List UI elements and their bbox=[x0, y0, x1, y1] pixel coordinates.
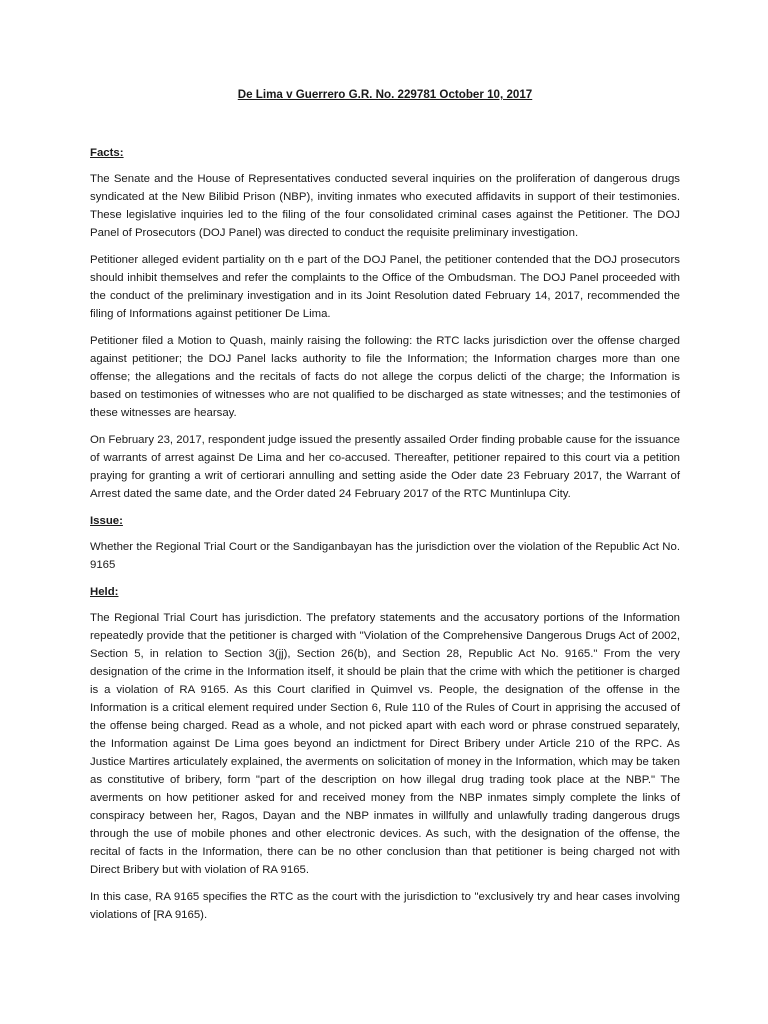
held-paragraph-2: In this case, RA 9165 specifies the RTC as the court with the jurisdiction to "exclusively try and hear cases involving violations of [RA 9165). bbox=[90, 891, 680, 921]
held-heading: Held: bbox=[90, 586, 119, 598]
document-title: De Lima v Guerrero G.R. No. 229781 October 10, 2017 bbox=[237, 88, 533, 101]
facts-paragraph-3: Petitioner filed a Motion to Quash, mainly raising the following: the RTC lacks jurisdiction over the offense charged against petitioner; the DOJ Panel lacks authority to file the Information; the Information charges more than one offense; the allegations and the recitals of facts do not allege the corpus delicti of the charge; the Information is based on testimonies of witnesses who are not qualified to be discharged as state witnesses; and the testimonies of these witnesses are hearsay. bbox=[90, 335, 680, 419]
facts-paragraph-1: The Senate and the House of Representatives conducted several inquiries on the proliferation of dangerous drugs syndicated at the New Bilibid Prison (NBP), inviting inmates who executed affidavits in support of their testimonies. These legislative inquiries led to the filing of the four consolidated criminal cases against the Petitioner. The DOJ Panel of Prosecutors (DOJ Panel) was directed to conduct the requisite preliminary investigation. bbox=[90, 173, 680, 239]
facts-heading: Facts: bbox=[90, 147, 124, 159]
held-paragraph-1: The Regional Trial Court has jurisdiction. The prefatory statements and the accusatory portions of the Information repeatedly provide that the petitioner is charged with "Violation of the Comprehensive Dangerous Drugs Act of 2002, Section 5, in relation to Section 3(jj), Section 26(b), and Section 28, Republic Act No. 9165." From the very designation of the crime in the Information itself, it should be plain that the crime with which the petitioner is charged is a violation of RA 9165. As this Court clarified in Quimvel vs. People, the designation of the offense in the Information is a critical element required under Section 6, Rule 110 of the Rules of Court in apprising the accused of the offense being charged. Read as a whole, and not picked apart with each word or phrase construed separately, the Information against De Lima goes beyond an indictment for Direct Bribery under Article 210 of the RPC. As Justice Martires articulately explained, the averments on solicitation of money in the Information, which may be taken as constitutive of bribery, form "part of the description on how illegal drug trading took place at the NBP." The averments on how petitioner asked for and received money from the NBP inmates simply complete the links of conspiracy between her, Ragos, Dayan and the NBP inmates in willfully and unlawfully trading dangerous drugs through the use of mobile phones and other electronic devices. As such, with the designation of the offense, the recital of facts in the Information, there can be no other conclusion than that petitioner is being charged not with Direct Bribery but with violation of RA 9165. bbox=[90, 612, 680, 876]
issue-paragraph: Whether the Regional Trial Court or the Sandiganbayan has the jurisdiction over the violation of the Republic Act No. 9165 bbox=[90, 541, 680, 571]
facts-paragraph-2: Petitioner alleged evident partiality on th e part of the DOJ Panel, the petitioner contended that the DOJ prosecutors should inhibit themselves and refer the complaints to the Office of the Ombudsman. The DOJ Panel proceeded with the conduct of the preliminary investigation and in its Joint Resolution dated February 14, 2017, recommended the filing of Informations against petitioner De Lima. bbox=[90, 254, 680, 320]
facts-paragraph-4: On February 23, 2017, respondent judge issued the presently assailed Order finding probable cause for the issuance of warrants of arrest against De Lima and her co-accused. Thereafter, petitioner repaired to this court via a petition praying for granting a writ of certiorari annulling and setting aside the Oder date 23 February 2017, the Warrant of Arrest dated the same date, and the Order dated 24 February 2017 of the RTC Muntinlupa City. bbox=[90, 434, 680, 500]
document-page bbox=[90, 86, 680, 933]
issue-heading: Issue: bbox=[90, 515, 123, 527]
